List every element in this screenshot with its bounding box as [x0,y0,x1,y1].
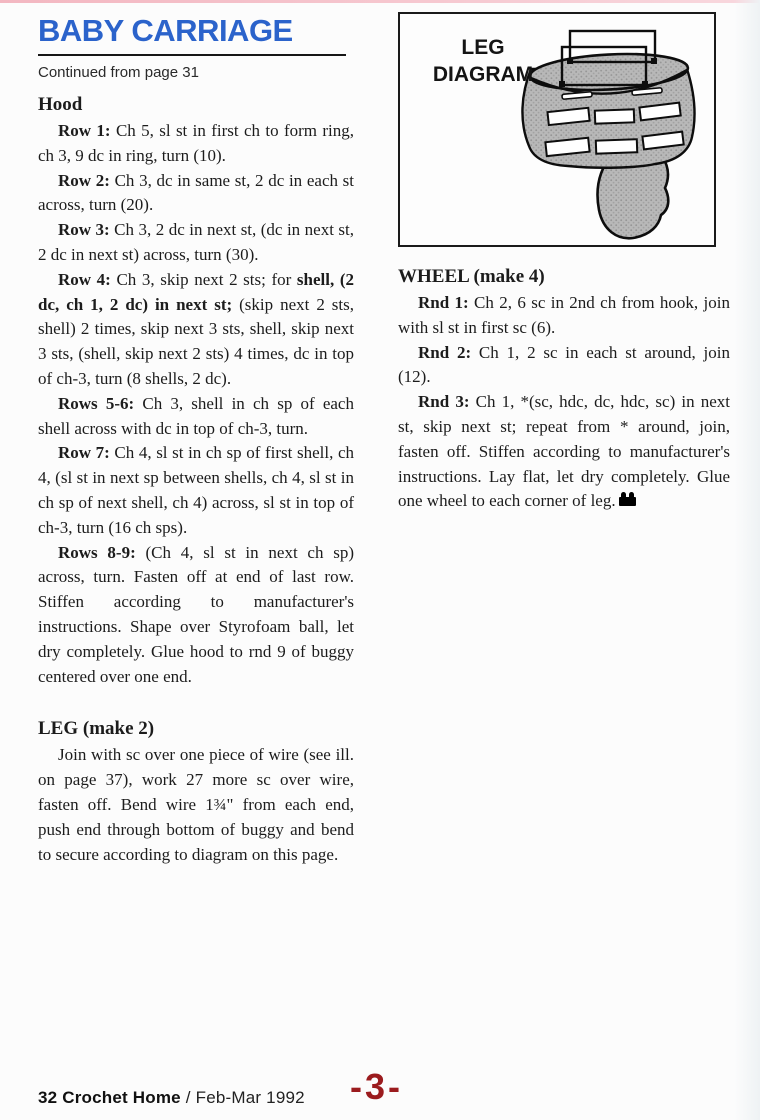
pattern-paragraph: Row 1: Ch 5, sl st in first ch to form ring, ch 3, 9 dc in ring, turn (10). [38,121,354,165]
right-column [398,12,730,514]
pattern-paragraph: Row 3: Ch 3, 2 dc in next st, (dc in next st, 2 dc in next st) across, turn (30). [38,220,354,264]
section-heading-leg: LEG (make 2) [38,718,155,740]
pattern-paragraph: Rnd 3: Ch 1, *(sc, hdc, dc, hdc, sc) in next st, skip next st; repeat from * around, join, fasten off. Stiffen according to manufacturer's instructions. Lay flat, let dry completely. Glue one wheel to each corner of leg. [398,392,730,511]
section-heading-wheel: WHEEL (make 4) [398,266,545,287]
page-title: BABY CARRIAGE [38,13,293,48]
continued-from-line: Continued from page 31 [38,64,199,81]
footer-line [38,1088,305,1108]
wheel-paragraphs [398,291,730,514]
wire-anchor-dot [642,81,648,87]
scan-edge-shade [734,0,760,1120]
pattern-paragraph: Row 7: Ch 4, sl st in ch sp of first shell, ch 4, (sl st in next sp between shells, ch 4, sl st in ch sp of next shell, ch 4) across, sl st in top of ch-3, turn (16 ch sps). [38,443,354,537]
left-column [38,14,354,867]
leg-diagram-label-line2: DIAGRAM [432,63,534,86]
footer-page-number: 32 [38,1088,58,1107]
leg-diagram-box [398,12,716,247]
body-slot [595,109,634,123]
leg-paragraphs [38,743,354,867]
hood-paragraphs [38,119,354,689]
pattern-paragraph: Rows 5-6: Ch 3, shell in ch sp of each shell across with dc in top of ch-3, turn. [38,393,354,438]
pattern-paragraph: Rnd 1: Ch 2, 6 sc in 2nd ch from hook, join with sl st in first sc (6). [398,293,730,337]
pattern-paragraph: Join with sc over one piece of wire (see ill. on page 37), work 27 more sc over wire, fasten off. Bend wire 1¾" from each end, push end through bottom of buggy and bend to secure according to diagram on this page. [38,745,354,864]
body-slot [596,139,637,153]
title-rule [38,54,346,56]
scan-page-mark: -3- [350,1066,403,1107]
scan-edge-strip [0,0,760,3]
leg-diagram-label [416,34,550,88]
pattern-paragraph: Row 4: Ch 3, skip next 2 sts; for shell, (2 dc, ch 1, 2 dc) in next st; (skip next 2 sts, shell) 2 times, skip next 3 sts, shell, skip next 3 sts, (shell, skip next 2 sts) 4 times, dc in top of ch-3, turn (8 shells, 2 dc). [38,269,354,388]
wire-anchor-dot [559,81,565,87]
section-heading-hood: Hood [38,94,83,115]
wire-anchor-dot [651,58,657,64]
pattern-paragraph: Row 2: Ch 3, dc in same st, 2 dc in each st across, turn (20). [38,170,355,215]
footer-magazine-name: Crochet Home [62,1088,181,1107]
leg-diagram-label-line1: LEG [461,36,505,59]
wire-anchor-dot [567,58,573,64]
pattern-paragraph: Rows 8-9: (Ch 4, sl st in next ch sp) across, turn. Fasten off at end of last row. Stiffen according to manufacturer's instructions. Shape over Styrofoam ball, let dry completely. Glue hood to rnd 9 of buggy centered over one end. [38,542,354,686]
footer-issue: / Feb-Mar 1992 [185,1088,305,1107]
pattern-paragraph: Rnd 2: Ch 1, 2 sc in each st around, join (12). [398,342,730,387]
end-of-article-icon [619,497,636,506]
